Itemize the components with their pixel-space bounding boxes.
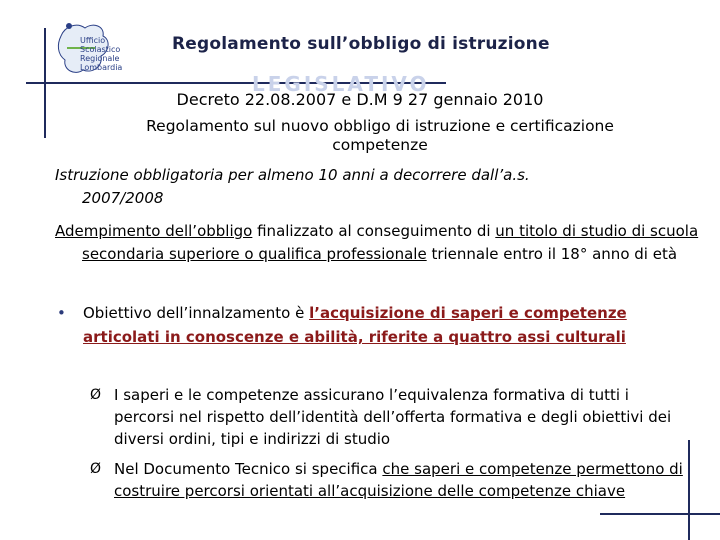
logo-line: Regionale [80, 54, 120, 63]
logo-text [80, 36, 122, 72]
ghost-watermark-text: LEGISLATIVO [252, 72, 430, 96]
arrow-item-saperi [90, 384, 690, 450]
arrow-icon: Ø [90, 387, 102, 403]
paragraph-adempimento [55, 220, 720, 266]
subtitle-line-2: competenze [332, 136, 428, 154]
adempimento-text-2: triennale entro il 18° anno di età [426, 245, 678, 263]
bullet-text-plain: Obiettivo dell’innalzamento è [83, 304, 310, 322]
titolo-di-studio-link: un titolo di studio di scuola secondaria superiore o qualifica professionale [82, 222, 699, 263]
subtitle-line-1: Regolamento sul nuovo obbligo di istruzione e certificazione [146, 117, 614, 135]
bullet-icon: • [57, 304, 66, 322]
decree-heading: Decreto 22.08.2007 e D.M 9 27 gennaio 2010 [176, 90, 544, 109]
arrow-item-text: I saperi e le competenze assicurano l’equivalenza formativa di tutti i percorsi nel rispetto dell’identità dell’offerta formativa e degli obiettivi dei diversi ordini, tipi e indirizzi di studio [114, 386, 672, 448]
logo-line: Ufficio [80, 36, 106, 45]
adempimento-term: Adempimento dell’obbligo [55, 222, 253, 240]
logo-line: Lombardia [80, 63, 123, 72]
arrow-item-documento [90, 458, 690, 502]
documento-text-underlined: che saperi e competenze permettono di costruire percorsi orientati all’acquisizione delle competenze chiave [114, 460, 683, 500]
arrow-icon: Ø [90, 461, 102, 477]
bullet-text [83, 301, 697, 349]
adempimento-text-1: finalizzato al conseguimento di [252, 222, 496, 240]
paragraph-line-1: Istruzione obbligatoria per almeno 10 anni a decorrere dall’a.s. [55, 166, 530, 184]
arrow-item-text [114, 458, 690, 502]
bullet-obiettivo [57, 301, 697, 349]
bullet-text-highlight: l’acquisizione di saperi e competenze articolati in conoscenze e abilità, riferite a quattro assi culturali [83, 304, 627, 346]
paragraph-istruzione [55, 164, 695, 210]
frame-horizontal-bottom [600, 513, 720, 515]
page-title: Regolamento sull’obbligo di istruzione [172, 34, 550, 54]
logo-line: Scolastico [80, 45, 121, 54]
documento-text-plain: Nel Documento Tecnico si specifica [114, 460, 383, 478]
paragraph-line-2: 2007/2008 [82, 189, 164, 207]
subtitle [55, 117, 705, 155]
